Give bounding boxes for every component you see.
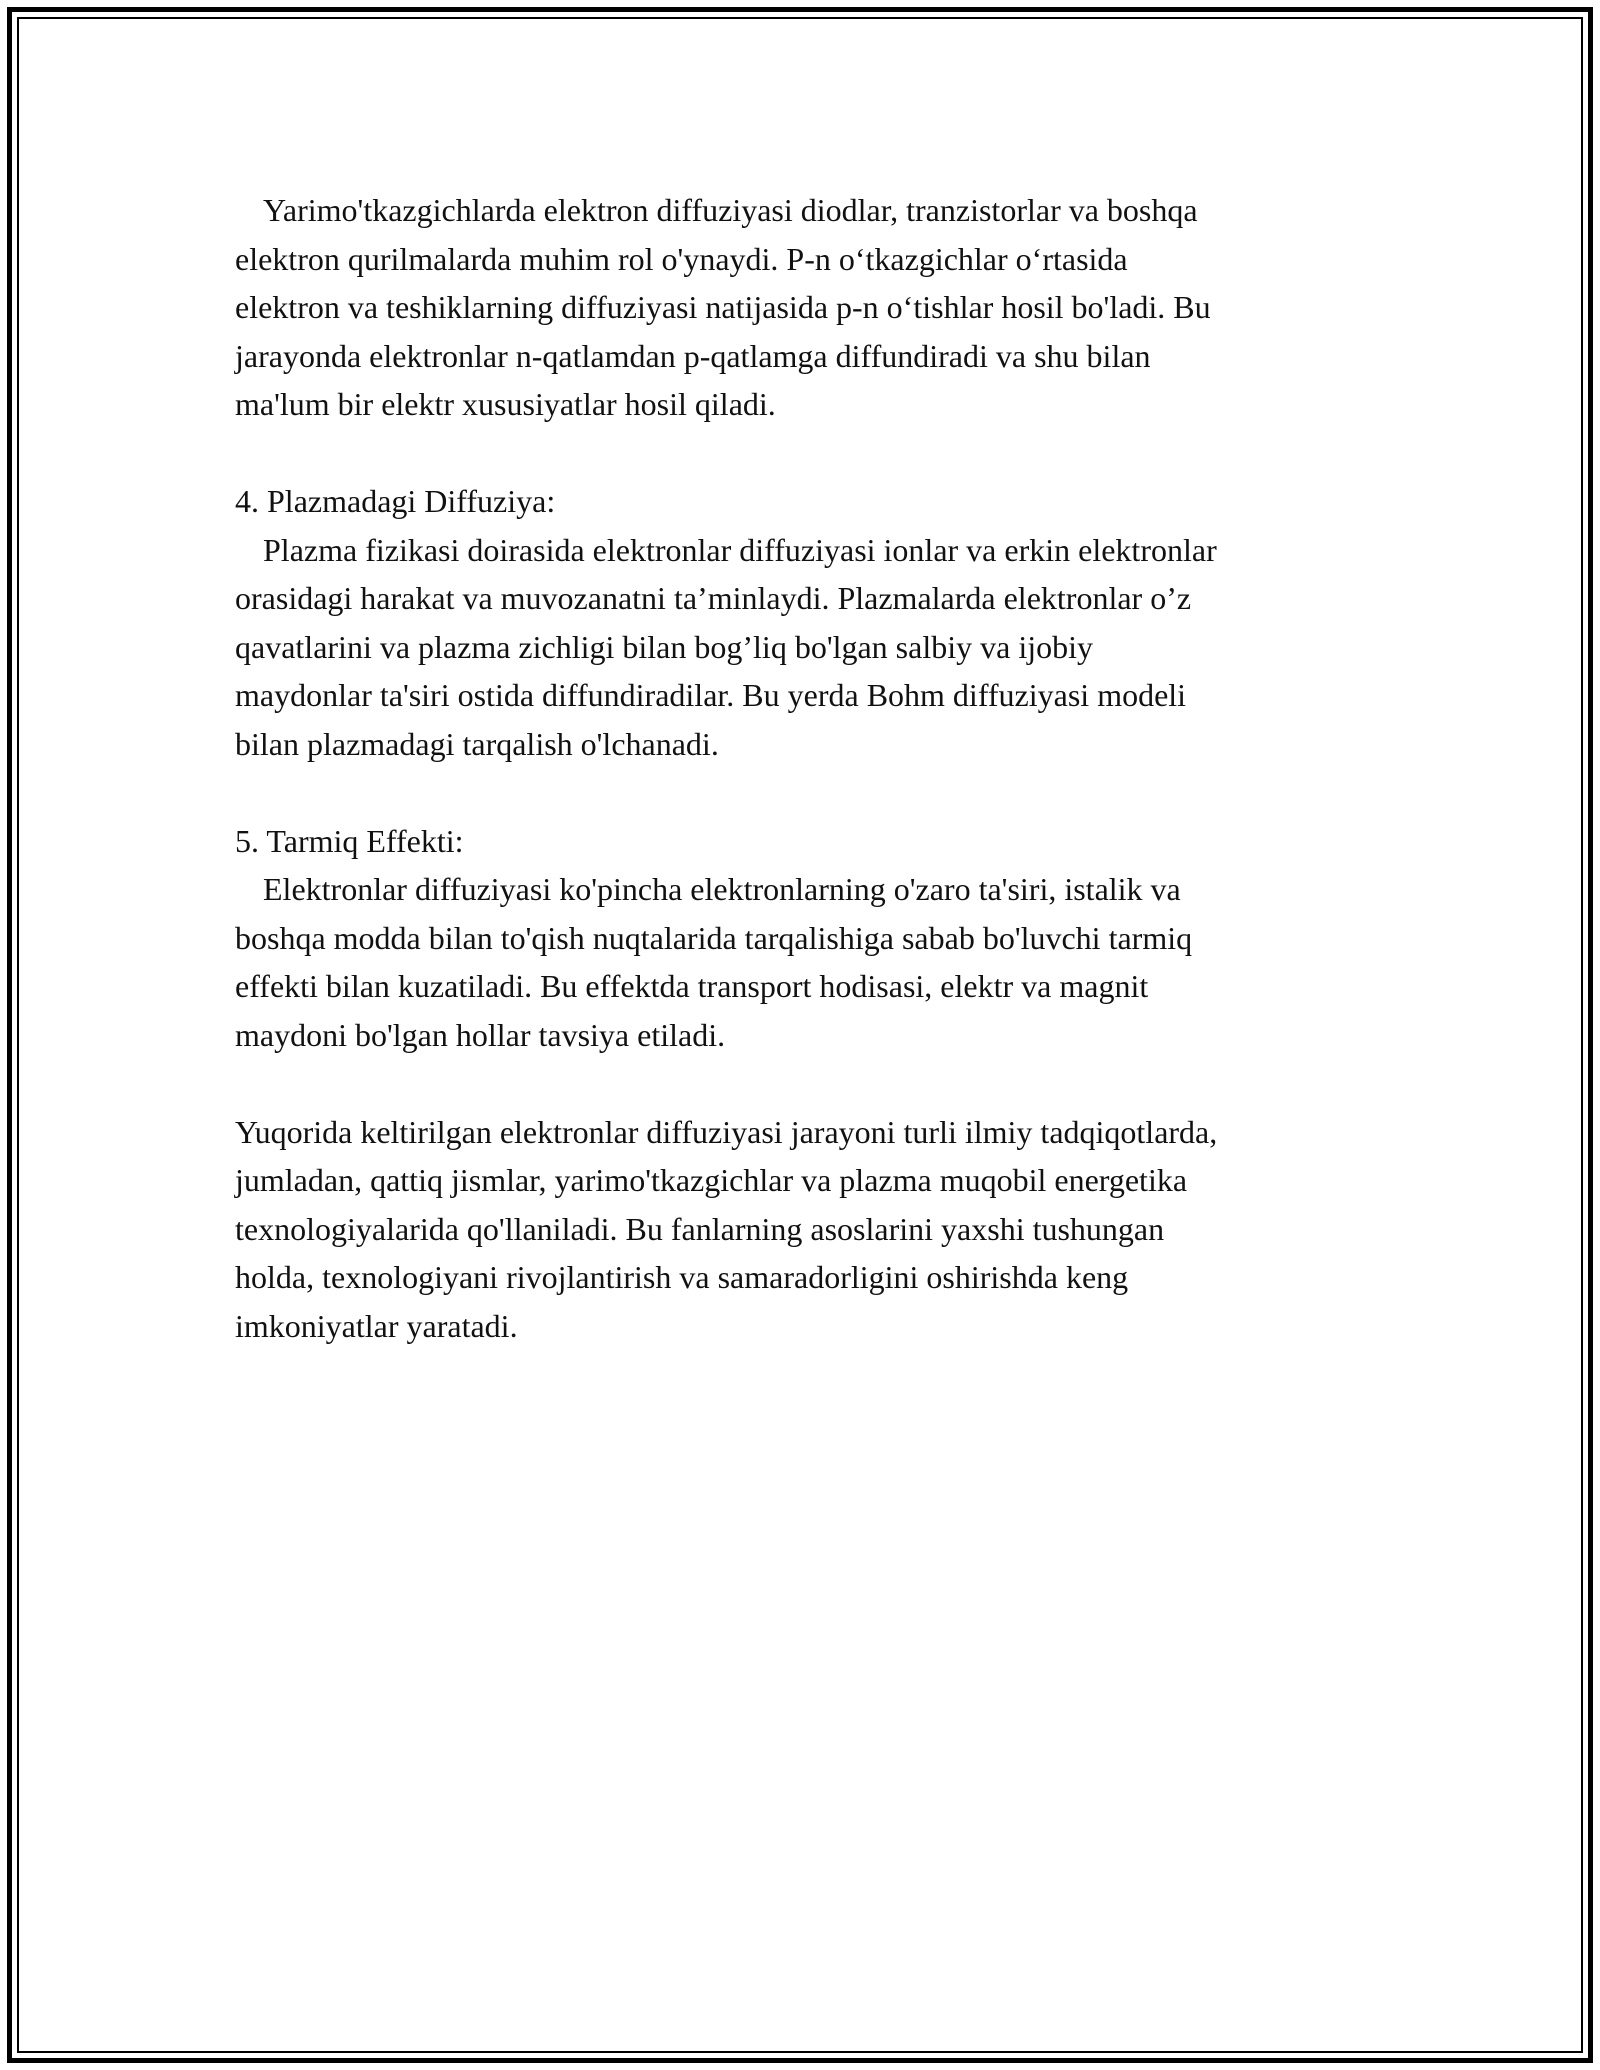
text-line: maydonlar ta'siri ostida diffundiradilar. Bu yerda Bohm diffuziyasi modeli	[235, 677, 1187, 713]
text-line: Yuqorida keltirilgan elektronlar diffuziyasi jarayoni turli ilmiy tadqiqotlarda,	[235, 1113, 1218, 1150]
text-line: jumladan, qattiq jismlar, yarimo'tkazgichlar va plazma muqobil energetika	[235, 1162, 1188, 1198]
text-line: Elektronlar diffuziyasi ko'pincha elektronlarning o'zaro ta'siri, istalik va	[263, 871, 1181, 907]
text-line: Yarimo'tkazgichlarda elektron diffuziyasi diodlar, tranzistorlar va boshqa	[263, 192, 1198, 228]
text-line: maydoni bo'lgan hollar tavsiya etiladi.	[235, 1016, 726, 1053]
text-line: boshqa modda bilan to'qish nuqtalarida tarqalishiga sabab bo'luvchi tarmiq	[235, 919, 1193, 956]
text-line: effekti bilan kuzatiladi. Bu effektda transport hodisasi, elektr va magnit	[235, 968, 1149, 1004]
text-line: elektron qurilmalarda muhim rol o'ynaydi. P-n o‘tkazgichlar o‘rtasida	[235, 240, 1128, 277]
paragraph-gap	[235, 429, 1395, 478]
text-line: ma'lum bir elektr xususiyatlar hosil qiladi.	[235, 386, 776, 422]
conclusion-paragraph	[235, 1108, 1395, 1351]
section-heading: 5. Tarmiq Effekti:	[235, 822, 464, 859]
text-line: jarayonda elektronlar n-qatlamdan p-qatlamga diffundiradi va shu bilan	[235, 337, 1151, 374]
section-heading: 4. Plazmadagi Diffuziya:	[235, 483, 556, 519]
text-line: elektron va teshiklarning diffuziyasi natijasida p-n o‘tishlar hosil bo'ladi. Bu	[235, 289, 1211, 325]
text-line: bilan plazmadagi tarqalish o'lchanadi.	[235, 725, 719, 762]
text-line: imkoniyatlar yaratadi.	[235, 1307, 518, 1344]
network-section	[235, 817, 1395, 1060]
paragraph-gap	[235, 1059, 1395, 1108]
document-body	[235, 186, 1395, 1350]
text-line: orasidagi harakat va muvozanatni ta’minlaydi. Plazmalarda elektronlar o’z	[235, 580, 1192, 616]
plasma-section	[235, 477, 1395, 768]
text-line: texnologiyalarida qo'llaniladi. Bu fanlarning asoslarini yaxshi tushungan	[235, 1210, 1165, 1247]
intro-paragraph	[235, 186, 1395, 429]
text-line: qavatlarini va plazma zichligi bilan bog’liq bo'lgan salbiy va ijobiy	[235, 628, 1093, 665]
text-line: Plazma fizikasi doirasida elektronlar diffuziyasi ionlar va erkin elektronlar	[263, 531, 1217, 568]
text-line: holda, texnologiyani rivojlantirish va samaradorligini oshirishda keng	[235, 1259, 1129, 1295]
paragraph-gap	[235, 768, 1395, 817]
